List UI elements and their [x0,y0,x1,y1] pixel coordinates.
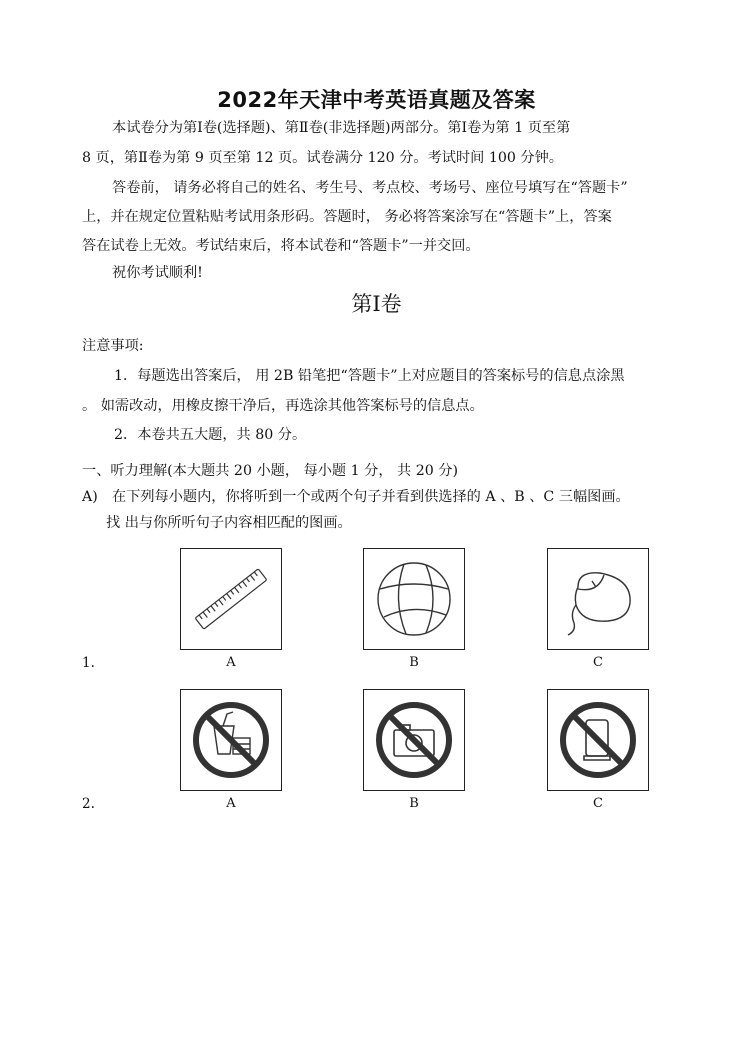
option-2a-label: A [226,796,236,811]
intro-line-5: 答在试卷上无效。考试结束后，将本试卷和“答题卡”一并交回。 [82,238,480,254]
no-food-drink-icon [181,690,281,790]
option-2a-picture [180,689,282,791]
option-1b-picture [363,548,465,650]
no-phone-icon [548,690,648,790]
option-2c-picture [547,689,649,791]
note-1-line-2: 。 如需改动，用橡皮擦干净后，再选涂其他答案标号的信息点。 [82,398,484,414]
option-1b-label: B [409,655,419,670]
good-luck-line: 祝你考试顺利! [112,265,203,281]
option-1c-picture [547,548,649,650]
page-title: 2022年天津中考英语真题及答案 [217,88,536,112]
intro-line-2: 8 页，第Ⅱ卷为第 9 页至第 12 页。试卷满分 120 分。考试时间 100 分钟。 [82,150,563,166]
basketball-icon [364,549,464,649]
option-2b-picture [363,689,465,791]
computer-mouse-icon [548,549,648,649]
question-2-number: 2. [82,796,95,812]
note-1-line-1: 1．每题选出答案后， 用 2B 铅笔把“答题卡”上对应题目的答案标号的信息点涂黑 [114,368,625,384]
option-1a-label: A [226,655,236,670]
option-1c-label: C [593,655,603,670]
intro-line-1: 本试卷分为第Ⅰ卷(选择题)、第Ⅱ卷(非选择题)两部分。第Ⅰ卷为第 1 页至第 [112,120,571,136]
part1-heading: 一、听力理解(本大题共 20 小题， 每小题 1 分， 共 20 分) [82,463,459,479]
question-1-number: 1. [82,655,95,671]
note-2: 2．本卷共五大题，共 80 分。 [114,427,307,443]
notes-heading: 注意事项: [82,338,144,354]
no-camera-icon [364,690,464,790]
ruler-icon [181,549,281,649]
option-2b-label: B [409,796,419,811]
option-1a-picture [180,548,282,650]
section-title: 第Ⅰ卷 [351,292,402,316]
option-2c-label: C [593,796,603,811]
part1-a-line-1: A) 在下列每小题内，你将听到一个或两个句子并看到供选择的 A 、B 、C 三幅图画。 [82,489,630,505]
part1-a-line-2: 找 出与你所听句子内容相匹配的图画。 [106,515,352,531]
intro-line-3: 答卷前， 请务必将自己的姓名、考生号、考点校、考场号、座位号填写在“答题卡” [112,180,628,196]
intro-line-4: 上，并在规定位置粘贴考试用条形码。答题时， 务必将答案涂写在“答题卡”上，答案 [82,209,612,225]
